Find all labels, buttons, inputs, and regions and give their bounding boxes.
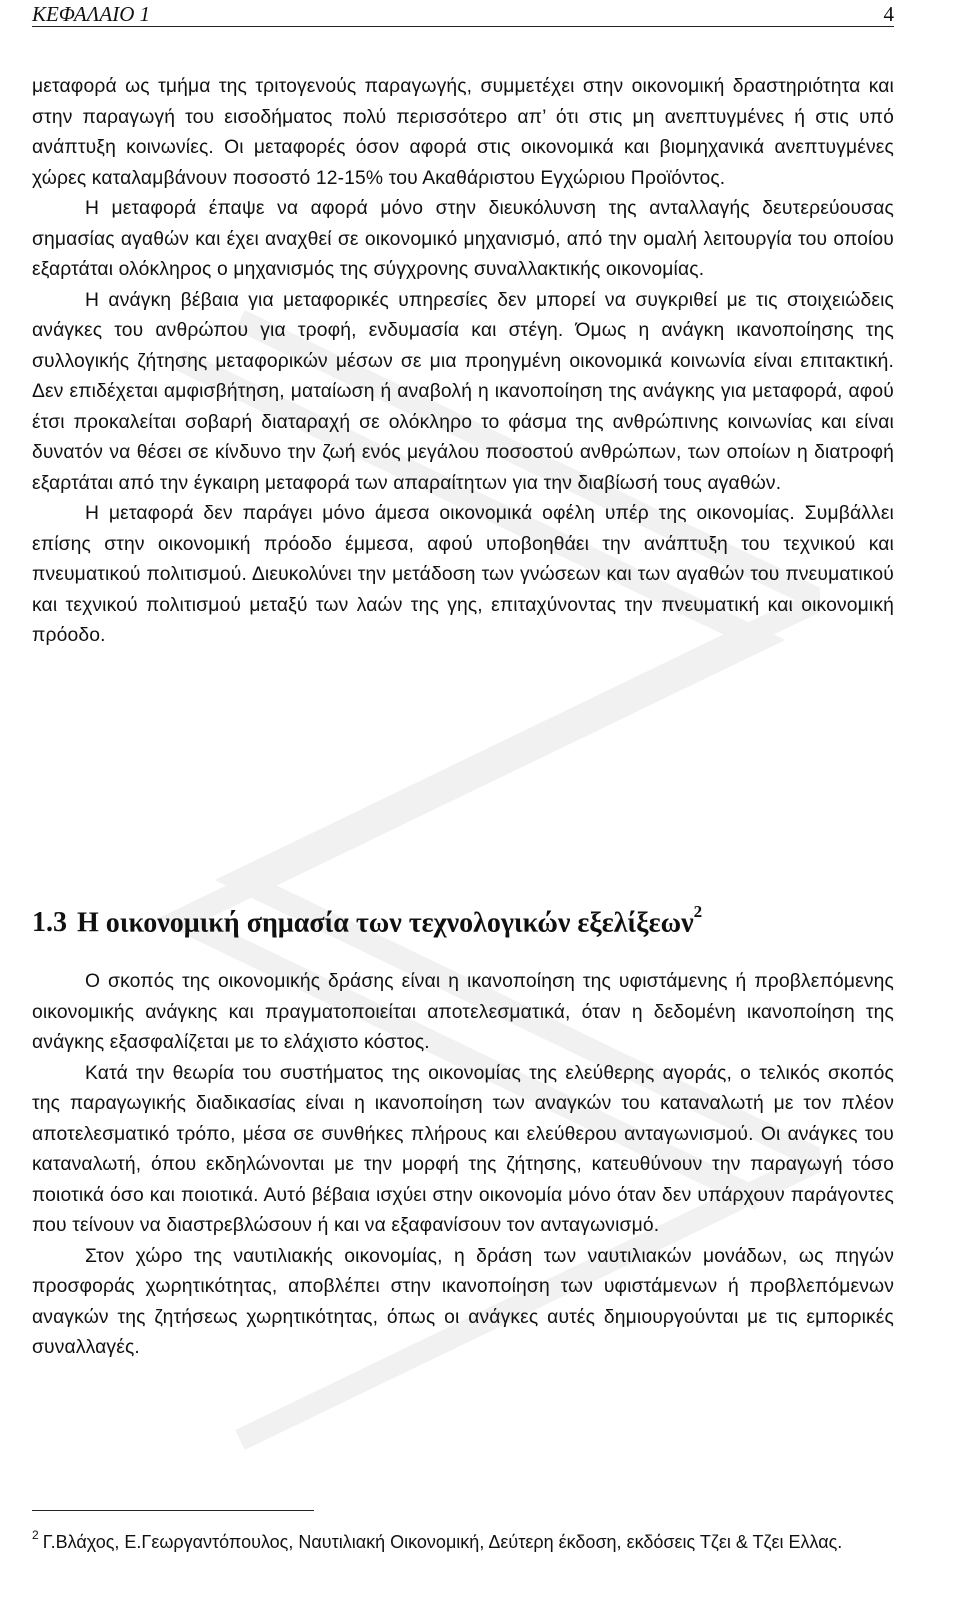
section-title: Η οικονομική σημασία των τεχνολογικών εξελίξεων: [77, 907, 694, 939]
paragraph: Η ανάγκη βέβαια για μεταφορικές υπηρεσίες δεν μπορεί να συγκριθεί με τις στοιχειώδεις ανάγκες του ανθρώπου για τροφή, ενδυμασία και στέγη. Όμως η ανάγκη ικανοποίησης της συλλογικής ζήτησης μεταφορικών μέσων σε μια προηγμένη οικονομικά κοινωνία είναι επιτακτική. Δεν επιδέχεται αμφισβήτηση, ματαίωση ή αναβολή η ικανοποίηση της ανάγκης για μεταφορά, αφού έτσι προκαλείται σοβαρή διαταραχή σε ολόκληρο το φάσμα της ανθρώπινης κοινωνίας και είναι δυνατόν να θέσει σε κίνδυνο την ζωή ενός μεγάλου ποσοστού ανθρώπων, των οποίων η διατροφή εξαρτάται από την έγκαιρη μεταφορά των απαραίτητων για την διαβίωσή τους αγαθών.: [32, 289, 894, 494]
paragraph: Κατά την θεωρία του συστήματος της οικονομίας της ελεύθερης αγοράς, ο τελικός σκοπός της παραγωγικής διαδικασίας είναι η ικανοποίηση των αναγκών του καταναλωτή με τον πλέον αποτελεσματικό τρόπο, μέσα σε συνθήκες πλήρους και ελεύθερου ανταγωνισμού. Οι ανάγκες του καταναλωτή, όπου εκδηλώνονται με την μορφή της ζήτησης, κατευθύνουν την παραγωγή τόσο ποιοτικά όσο και ποιοτικά. Αυτό βέβαια ισχύει στην οικονομία μόνο όταν δεν υπάρχουν παράγοντες που τείνουν να διαστρεβλώσουν ή και να εξαφανίσουν τον ανταγωνισμό.: [32, 1062, 894, 1236]
paragraph: Ο σκοπός της οικονομικής δράσης είναι η ικανοποίηση της υφιστάμενης ή προβλεπόμενης οικονομικής ανάγκης και πραγματοποιείται αποτελεσματικά, όταν η δεδομένη ικανοποίηση της ανάγκης εξασφαλίζεται με το ελάχιστο κόστος.: [32, 971, 894, 1053]
chapter-label: ΚΕΦΑΛΑΙΟ 1: [32, 2, 151, 26]
footnote-divider: [32, 1510, 314, 1511]
footnote-marker: 2: [32, 1528, 39, 1542]
paragraph: Η μεταφορά έπαψε να αφορά μόνο στην διευκόλυνση της ανταλλαγής δευτερεύουσας σημασίας αγαθών και έχει αναχθεί σε οικονομικό μηχανισμό, από την ομαλή λειτουργία του οποίου εξαρτάται ολόκληρος ο μηχανισμός της σύγχρονης συναλλακτικής οικονομίας.: [32, 198, 894, 280]
paragraph: Στον χώρο της ναυτιλιακής οικονομίας, η δράση των ναυτιλιακών μονάδων, ως πηγών προσφοράς χωρητικότητας, αποβλέπει στην ικανοποίηση των υφιστάμενων ή προβλεπόμενων αναγκών της ζητήσεως χωρητικότητας, όπως οι ανάγκες αυτές δημιουργούνται με τις εμπορικές συναλλαγές.: [32, 1245, 894, 1358]
paragraph: Η μεταφορά δεν παράγει μόνο άμεσα οικονομικά οφέλη υπέρ της οικονομίας. Συμβάλλει επίσης στην οικονομική πρόοδο έμμεσα, αφού υποβοηθάει την ανάπτυξη του τεχνικού και πνευματικού πολιτισμού. Διευκολύνει την μετάδοση των γνώσεων και των αγαθών του πνευματικού και τεχνικού πολιτισμού μεταξύ των λαών της γης, επιταχύνοντας την πνευματική και οικονομική πρόοδο.: [32, 503, 894, 646]
body-text-section: [32, 967, 894, 1364]
page-number: 4: [883, 2, 894, 26]
footnote-text: Γ.Βλάχος, Ε.Γεωργαντόπουλος, Ναυτιλιακή Οικονομική, Δεύτερη έκδοση, εκδόσεις Τζει & Τζει Ελλας.: [42, 1532, 843, 1552]
running-header: [32, 0, 894, 27]
body-text-top: [32, 72, 894, 652]
footnote: [32, 1524, 894, 1556]
section-heading: [32, 898, 894, 941]
section-number: 1.3: [32, 907, 67, 939]
footnote-reference[interactable]: 2: [693, 902, 703, 921]
paragraph: μεταφορά ως τμήμα της τριτογενούς παραγωγής, συμμετέχει στην οικονομική δραστηριότητα και στην παραγωγή του εισοδήματος πολύ περισσότερο απ’ ότι στις μη ανεπτυγμένες ή στις υπό ανάπτυξη κοινωνίες. Οι μεταφορές όσον αφορά στις οικονομικά και βιομηχανικά ανεπτυγμένες χώρες καταλαμβάνουν ποσοστό 12-15% του Ακαθάριστου Εγχώριου Προϊόντος.: [32, 76, 894, 189]
